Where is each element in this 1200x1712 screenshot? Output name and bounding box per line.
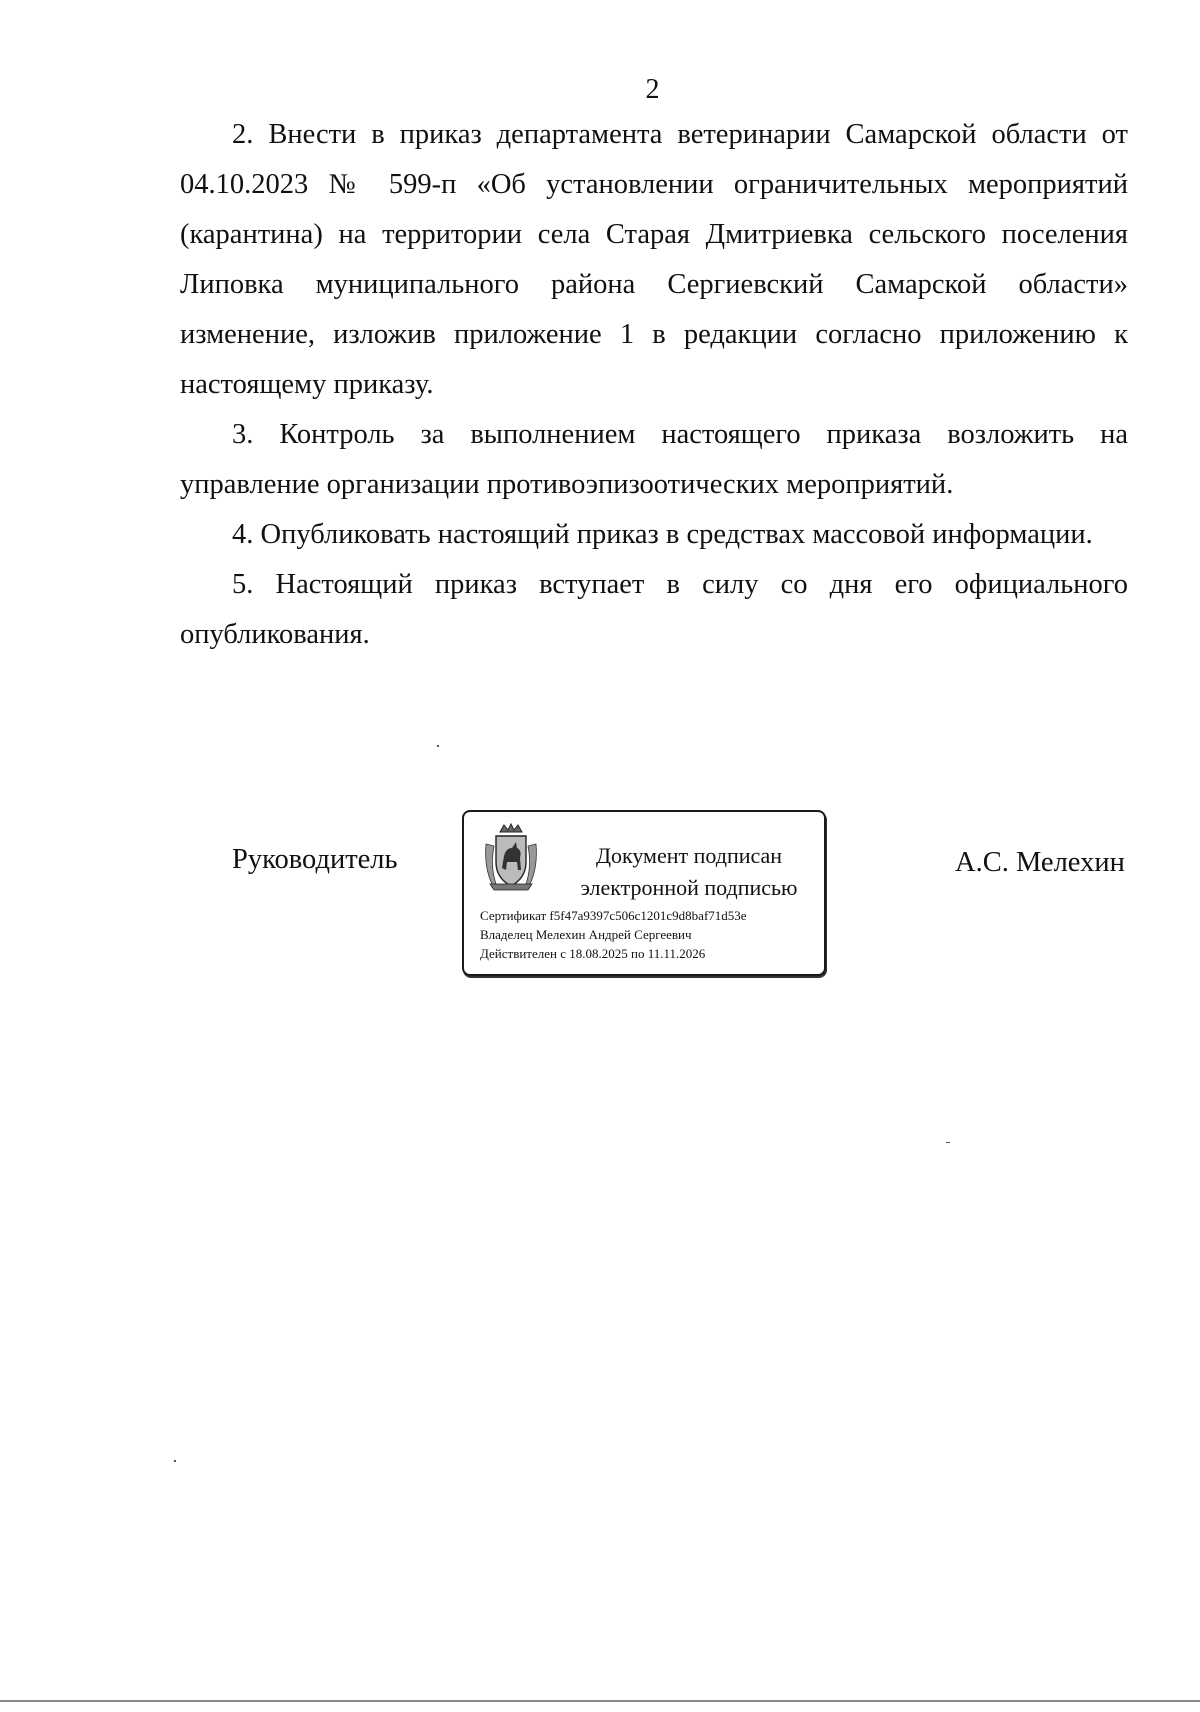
document-body: [180, 110, 1128, 660]
certificate-owner: Владелец Мелехин Андрей Сергеевич: [480, 927, 692, 942]
scan-speck: [946, 1142, 950, 1143]
stamp-title-line1: Документ подписан: [595, 843, 783, 868]
page-number: 2: [645, 74, 660, 105]
signatory-position: Руководитель: [232, 844, 398, 875]
certificate-number: Сертификат f5f47a9397c506c1201c9d8baf71d53e: [480, 908, 747, 923]
electronic-signature-stamp: [462, 810, 826, 976]
scan-edge-mark: [0, 1700, 1200, 1702]
scan-speck: [174, 1460, 176, 1462]
paragraph-3: 3. Контроль за выполнением настоящего приказа возложить на управление организации противоэпизоотических мероприятий.: [180, 419, 1128, 500]
stamp-title: [564, 840, 814, 904]
stamp-title-line2: электронной подписью: [580, 875, 798, 900]
paragraph-5: 5. Настоящий приказ вступает в силу со дня его официального опубликования.: [180, 569, 1128, 650]
scan-speck: [437, 745, 439, 747]
paragraph-2: 2. Внести в приказ департамента ветеринарии Самарской области от 04.10.2023 № 599-п «Об установлении ограничительных мероприятий (карантина) на территории села Старая Дмитриевка сельского поселения Липовка муниципального района Сергиевский Самарской области» изменение, изложив приложение 1 в редакции согласно приложению к настоящему приказу.: [180, 119, 1128, 400]
signature-block: [0, 810, 1200, 990]
stamp-details: [480, 906, 747, 963]
certificate-validity: Действителен с 18.08.2025 по 11.11.2026: [480, 946, 706, 961]
signatory-name: А.С. Мелехин: [955, 847, 1125, 878]
coat-of-arms-icon: [482, 822, 540, 892]
paragraph-4: 4. Опубликовать настоящий приказ в средствах массовой информации.: [232, 519, 1093, 550]
